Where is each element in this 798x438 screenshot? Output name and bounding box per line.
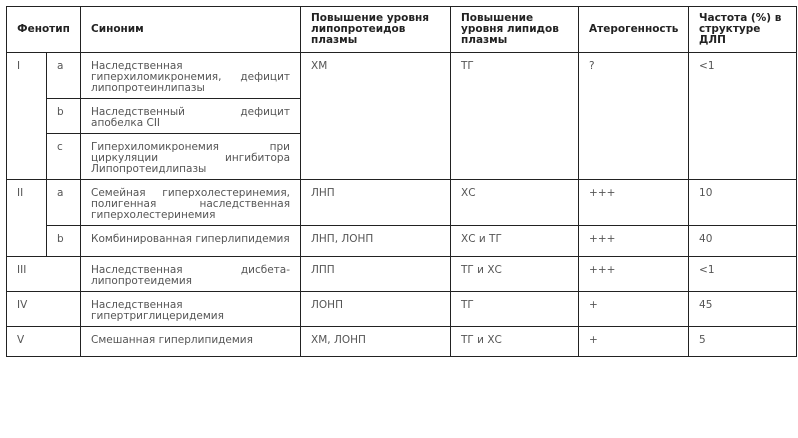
- header-phenotype: Фенотип: [7, 7, 81, 53]
- phenotype-table: [6, 6, 797, 357]
- cell-lipids: ТГ и ХС: [451, 257, 579, 292]
- table-row: [7, 226, 797, 257]
- table-row: [7, 180, 797, 226]
- cell-lipoproteins: ХМ, ЛОНП: [301, 327, 451, 357]
- cell-atherogenicity: +: [579, 292, 689, 327]
- cell-lipids: ХС и ТГ: [451, 226, 579, 257]
- cell-type: IV: [7, 292, 81, 327]
- cell-lipids: ТГ: [451, 292, 579, 327]
- cell-synonym: Гиперхиломикронемия при циркуляции ингибитора Липопротеидлипазы: [81, 134, 301, 180]
- cell-sub: a: [47, 180, 81, 226]
- cell-lipoproteins: ЛОНП: [301, 292, 451, 327]
- cell-frequency: 10: [689, 180, 797, 226]
- cell-lipoproteins: ХМ: [301, 53, 451, 180]
- cell-lipids: ТГ и ХС: [451, 327, 579, 357]
- cell-sub: c: [47, 134, 81, 180]
- cell-frequency: 40: [689, 226, 797, 257]
- cell-atherogenicity: ?: [579, 53, 689, 180]
- cell-frequency: <1: [689, 53, 797, 180]
- cell-synonym: Наследственный дефицит апобелка CII: [81, 99, 301, 134]
- cell-atherogenicity: +++: [579, 257, 689, 292]
- cell-type: I: [7, 53, 47, 180]
- header-frequency: Частота (%) в структуре ДЛП: [689, 7, 797, 53]
- cell-frequency: <1: [689, 257, 797, 292]
- cell-type: III: [7, 257, 81, 292]
- cell-atherogenicity: +: [579, 327, 689, 357]
- cell-lipoproteins: ЛНП, ЛОНП: [301, 226, 451, 257]
- header-synonym: Синоним: [81, 7, 301, 53]
- header-atherogenicity: Атерогенность: [579, 7, 689, 53]
- cell-type: V: [7, 327, 81, 357]
- cell-synonym: Наследственная дисбета-липопротеидемия: [81, 257, 301, 292]
- cell-sub: a: [47, 53, 81, 99]
- table-row: [7, 292, 797, 327]
- header-lipids: Повышение уровня липидов плазмы: [451, 7, 579, 53]
- cell-synonym: Семейная гиперхолестеринемия, полигенная наследственная гиперхолестеринемия: [81, 180, 301, 226]
- table-row: [7, 327, 797, 357]
- header-lipoproteins: Повышение уровня липопротеидов плазмы: [301, 7, 451, 53]
- cell-sub: b: [47, 99, 81, 134]
- cell-atherogenicity: +++: [579, 180, 689, 226]
- cell-type: II: [7, 180, 47, 257]
- table-row: [7, 53, 797, 99]
- cell-atherogenicity: +++: [579, 226, 689, 257]
- cell-synonym: Смешанная гиперлипидемия: [81, 327, 301, 357]
- cell-synonym: Наследственная гипертриглицеридемия: [81, 292, 301, 327]
- cell-lipids: ХС: [451, 180, 579, 226]
- cell-synonym: Наследственная гиперхиломикронемия, дефицит липопротеинлипазы: [81, 53, 301, 99]
- cell-synonym: Комбинированная гиперлипидемия: [81, 226, 301, 257]
- cell-frequency: 5: [689, 327, 797, 357]
- cell-lipids: ТГ: [451, 53, 579, 180]
- table-row: [7, 257, 797, 292]
- cell-sub: b: [47, 226, 81, 257]
- cell-lipoproteins: ЛНП: [301, 180, 451, 226]
- cell-lipoproteins: ЛПП: [301, 257, 451, 292]
- cell-frequency: 45: [689, 292, 797, 327]
- header-row: [7, 7, 797, 53]
